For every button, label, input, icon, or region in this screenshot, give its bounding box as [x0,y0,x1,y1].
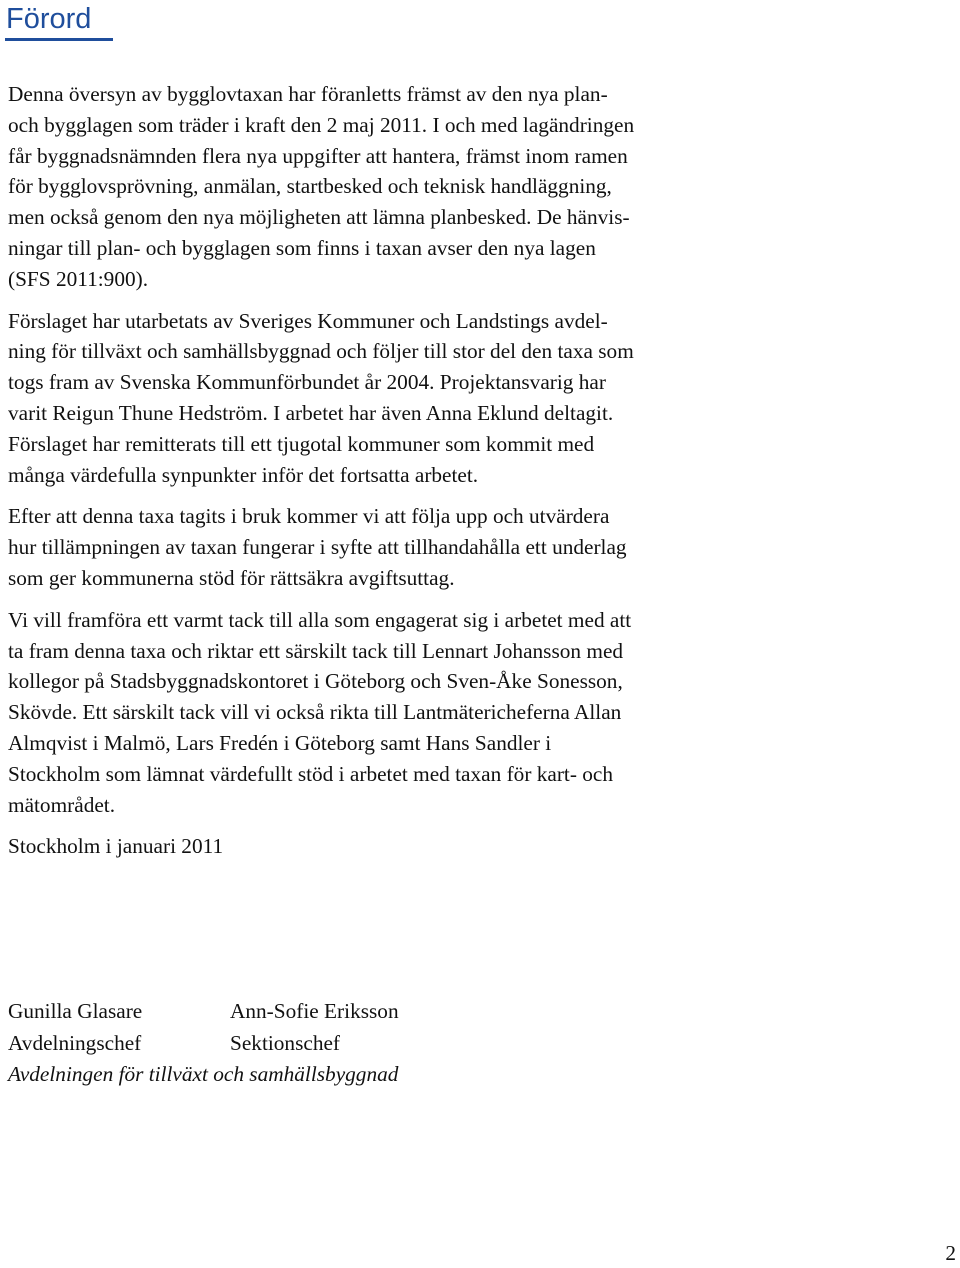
text-line: många värdefulla synpunkter inför det fortsatta arbetet. [8,462,479,487]
signer-name-left: Gunilla Glasare [8,999,143,1023]
text-line: Almqvist i Malmö, Lars Fredén i Göteborg samt Hans Sandler i [8,730,552,755]
text-line: Stockholm som lämnat värdefullt stöd i arbetet med taxan för kart- och [8,761,614,786]
signer-name-right: Ann-Sofie Eriksson [230,999,399,1023]
heading-block [5,0,113,41]
signature-titles-row [8,1028,399,1060]
signer-title-right: Sektionschef [230,1030,341,1055]
text-line: ta fram denna taxa och riktar ett särskilt tack till Lennart Johansson med [8,638,624,663]
text-line: men också genom den nya möjligheten att lämna planbesked. De hänvis- [8,205,630,230]
text-line: hur tillämpningen av taxan fungerar i syfte att tillhandahålla ett underlag [8,535,627,560]
text-line: Stockholm i januari 2011 [8,834,224,859]
text-line: ningar till plan- och bygglagen som finns i taxan avser den nya lagen [8,235,596,260]
text-line: Skövde. Ett särskilt tack vill vi också rikta till Lantmätericheferna Allan [8,700,622,725]
place-date [8,831,948,862]
text-line: för bygglovsprövning, anmälan, startbesked och teknisk handläggning, [8,174,612,199]
heading-underline [5,38,113,41]
text-line: får byggnadsnämnden flera nya uppgifter att hantera, främst inom ramen [8,143,628,168]
text-line: Denna översyn av bygglovtaxan har föranletts främst av den nya plan- [8,82,608,106]
paragraph-3 [8,501,948,593]
text-line: Förslaget har remitterats till ett tjugotal kommuner som kommit med [8,431,595,456]
text-line: ning för tillväxt och samhällsbyggnad och följer till stor del den taxa som [8,339,634,364]
text-line: (SFS 2011:900). [8,266,149,291]
text-line: och bygglagen som träder i kraft den 2 maj 2011. I och med lagändringen [8,112,635,137]
text-line: kollegor på Stadsbyggnadskontoret i Göteborg och Sven-Åke Sonesson, [8,669,623,694]
signer-title-left: Avdelningschef [8,1030,142,1055]
department-name: Avdelningen för tillväxt och samhällsbyggnad [8,1062,399,1086]
text-line: togs fram av Svenska Kommunförbundet år 2004. Projektansvarig har [8,370,606,395]
text-line: varit Reigun Thune Hedström. I arbetet har även Anna Eklund deltagit. [8,400,614,425]
paragraph-2 [8,306,948,491]
text-line: som ger kommunerna stöd för rättsäkra avgiftsuttag. [8,565,455,590]
paragraph-4 [8,605,948,821]
text-line: Efter att denna taxa tagits i bruk kommer vi att följa upp och utvärdera [8,504,610,529]
text-line: mätområdet. [8,792,116,817]
text-line: Förslaget har utarbetats av Sveriges Kommuner och Landstings avdel- [8,308,608,333]
page-number: 2 [945,1241,956,1265]
text-line: Vi vill framföra ett varmt tack till alla som engagerat sig i arbetet med att [8,607,632,632]
page-heading: Förord [6,3,92,35]
body-text [8,79,948,873]
signature-block [8,996,399,1091]
signature-names-row [8,996,399,1028]
paragraph-1 [8,79,948,295]
